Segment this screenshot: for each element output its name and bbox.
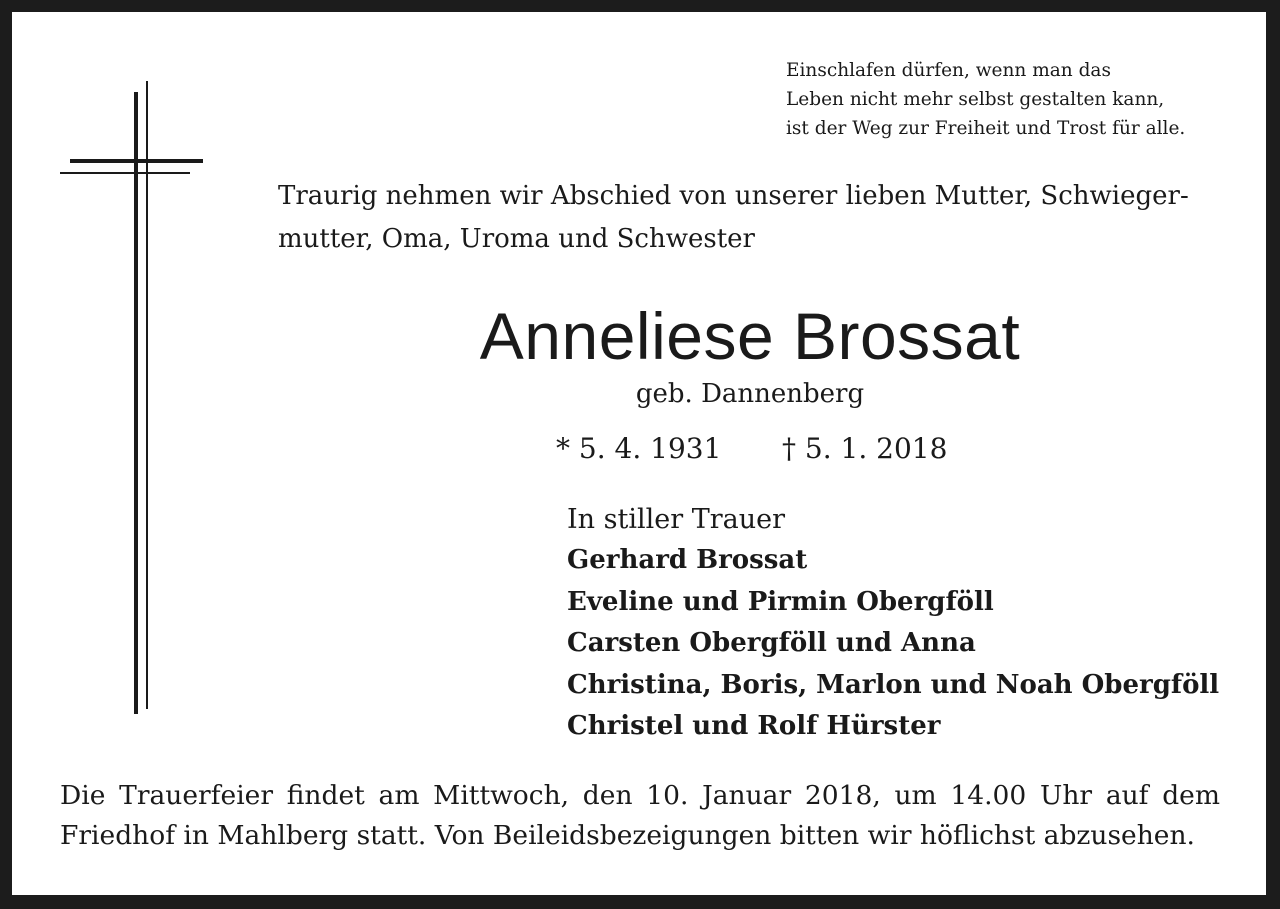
mourner-name: Christina, Boris, Marlon und Noah Obergföll <box>567 669 1220 700</box>
death-date: † 5. 1. 2018 <box>782 432 948 465</box>
intro-line: mutter, Oma, Uroma und Schwester <box>278 224 755 254</box>
mourners-heading: In stiller Trauer <box>567 504 786 535</box>
mourner-name: Christel und Rolf Hürster <box>567 711 941 741</box>
poem-line: Einschlafen dürfen, wenn man das <box>786 60 1111 81</box>
funeral-line: Friedhof in Mahlberg statt. Von Beileidsbezeigungen bitten wir höflichst abzusehen. <box>60 820 1195 851</box>
poem-line: Leben nicht mehr selbst gestalten kann, <box>786 89 1165 110</box>
birth-name: geb. Dannenberg <box>635 379 865 409</box>
intro-text <box>278 175 1238 261</box>
mourner-name: Eveline und Pirmin Obergföll <box>567 586 994 617</box>
intro-line: Traurig nehmen wir Abschied von unserer lieben Mutter, Schwieger- <box>278 181 1189 211</box>
funeral-line: Die Trauerfeier findet am Mittwoch, den 10. Januar 2018, um 14.00 Uhr auf dem <box>60 780 1220 811</box>
mourner-name: Carsten Obergföll und Anna <box>567 628 976 658</box>
poem-line: ist der Weg zur Freiheit und Trost für alle. <box>786 118 1186 139</box>
funeral-notice <box>60 776 1220 856</box>
poem-quote <box>786 56 1246 143</box>
mourner-name: Gerhard Brossat <box>567 545 808 575</box>
birth-date: * 5. 4. 1931 <box>556 432 722 465</box>
mourners-list <box>567 500 1257 748</box>
obituary-card <box>12 12 1266 895</box>
deceased-name: Anneliese Brossat <box>479 299 1021 373</box>
